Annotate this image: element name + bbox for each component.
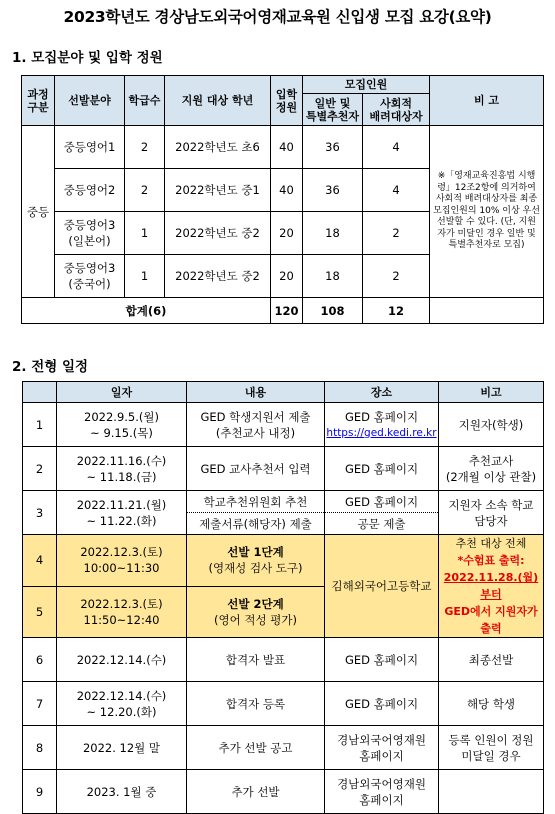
row-number: 9 (23, 770, 57, 814)
header-date: 일자 (57, 382, 187, 403)
header-recruit: 모집인원 (303, 76, 430, 94)
note-line: 추천 대상 전체 (455, 537, 527, 550)
capacity-cell: 40 (271, 126, 303, 169)
content-cell: 추가 선발 공고 (187, 726, 325, 770)
general-cell: 36 (303, 126, 363, 169)
note-line: GED에서 지원자가 출력 (444, 605, 538, 635)
stage-subtitle: (영재성 검사 도구) (208, 561, 303, 576)
header-note: 비 고 (430, 76, 544, 126)
target-cell: 2022학년도 중1 (165, 169, 271, 212)
general-cell: 36 (303, 169, 363, 212)
total-label: 합계(6) (22, 298, 271, 324)
header-note: 비고 (439, 382, 544, 403)
header-content: 내용 (187, 382, 325, 403)
table-row (22, 126, 544, 169)
date-cell: 2023. 1월 중 (57, 770, 187, 814)
row-number: 1 (23, 403, 57, 447)
stage-subtitle: (영어 적성 평가) (214, 612, 297, 627)
header-classes: 학급수 (125, 76, 165, 126)
social-cell: 4 (363, 169, 430, 212)
content-cell: 추가 선발 (187, 770, 325, 814)
course-cell: 중등 (22, 126, 55, 298)
content-cell: 합격자 등록 (187, 682, 325, 726)
capacity-cell: 40 (271, 169, 303, 212)
content-cell: GED 학생지원서 제출 (추천교사 내정) (187, 403, 325, 447)
date-cell: 2022.11.16.(수) ~ 11.18.(금) (57, 447, 187, 491)
row-number: 7 (23, 682, 57, 726)
date-cell: 2022.12.3.(토) 10:00~11:30 (57, 535, 187, 587)
note-cell (439, 535, 544, 638)
page-title: 2023학년도 경상남도외국어영재교육원 신입생 모집 요강(요약) (63, 8, 492, 26)
date-cell: 2022.12.3.(토) 11:50~12:40 (57, 586, 187, 638)
general-cell: 18 (303, 255, 363, 298)
table-row (23, 726, 544, 770)
table-row (23, 535, 544, 587)
header-place: 장소 (325, 382, 439, 403)
header-target: 지원 대상 학년 (165, 76, 271, 126)
place-cell: GED 홈페이지 (325, 638, 439, 682)
place-cell: GED 홈페이지 (325, 491, 439, 513)
note-cell: 추천교사 (2개월 이상 관찰) (439, 447, 544, 491)
content-cell (187, 535, 325, 587)
date-cell: 2022.9.5.(월) ~ 9.15.(목) (57, 403, 187, 447)
social-cell: 4 (363, 126, 430, 169)
schedule-table (22, 381, 544, 814)
total-row (22, 298, 544, 324)
total-general: 108 (303, 298, 363, 324)
content-cell: 제출서류(해당자) 제출 (187, 513, 325, 535)
classes-cell: 2 (125, 126, 165, 169)
place-cell: 공문 제출 (325, 513, 439, 535)
target-cell: 2022학년도 중2 (165, 212, 271, 255)
table-row (23, 491, 544, 513)
section-heading-1: 1. 모집분야 및 입학 정원 (12, 50, 163, 66)
note-line: *수험표 출력: (457, 554, 525, 567)
field-cell: 중등영어3 (일본어) (55, 212, 125, 255)
header-capacity: 입학 정원 (271, 76, 303, 126)
target-cell: 2022학년도 중2 (165, 255, 271, 298)
note-cell: 최종선발 (439, 638, 544, 682)
total-social: 12 (363, 298, 430, 324)
note-cell: ※「영재교육진흥법 시행령」12조2항에 의거하여 사회적 배려대상자를 최종 모집인원의 10% 이상 우선 선발할 수 있다. (단, 지원자가 미달인 경우 일반 및 특별추천자로 모집) (430, 126, 544, 298)
date-cell: 2022.11.21.(월) ~ 11.22.(화) (57, 491, 187, 535)
stage-title: 선발 2단계 (227, 596, 284, 611)
classes-cell: 1 (125, 255, 165, 298)
header-social: 사회적 배려대상자 (363, 94, 430, 126)
field-cell: 중등영어1 (55, 126, 125, 169)
date-cell: 2022.12.14.(수) (57, 638, 187, 682)
place-text: GED 홈페이지 (344, 409, 419, 424)
row-number: 4 (23, 535, 57, 587)
total-note (430, 298, 544, 324)
social-cell: 2 (363, 212, 430, 255)
row-number: 3 (23, 491, 57, 535)
classes-cell: 2 (125, 169, 165, 212)
classes-cell: 1 (125, 212, 165, 255)
note-cell: 지원자 소속 학교 담당자 (439, 491, 544, 535)
note-cell: 해당 학생 (439, 682, 544, 726)
content-cell: GED 교사추천서 입력 (187, 447, 325, 491)
place-cell: 경남외국어영재원 홈페이지 (325, 726, 439, 770)
table-row (23, 770, 544, 814)
note-line: 2022.11.28.(월)부터 (443, 571, 539, 601)
target-cell: 2022학년도 초6 (165, 126, 271, 169)
header-field: 선발분야 (55, 76, 125, 126)
place-cell: 김해외국어고등학교 (325, 535, 439, 638)
row-number: 6 (23, 638, 57, 682)
header-no (23, 382, 57, 403)
stage-title: 선발 1단계 (227, 545, 284, 560)
capacity-cell: 20 (271, 212, 303, 255)
table-row (23, 403, 544, 447)
social-cell: 2 (363, 255, 430, 298)
capacity-cell: 20 (271, 255, 303, 298)
row-number: 2 (23, 447, 57, 491)
note-cell: 지원자(학생) (439, 403, 544, 447)
field-cell: 중등영어2 (55, 169, 125, 212)
note-cell: 등록 인원이 정원 미달일 경우 (439, 726, 544, 770)
table-row (23, 447, 544, 491)
table-row (23, 638, 544, 682)
place-cell: GED 홈페이지 (325, 447, 439, 491)
place-cell: 경남외국어영재원 홈페이지 (325, 770, 439, 814)
content-cell: 학교추천위원회 추천 (187, 491, 325, 513)
date-cell: 2022. 12월 말 (57, 726, 187, 770)
content-cell: 합격자 발표 (187, 638, 325, 682)
total-capacity: 120 (271, 298, 303, 324)
date-cell: 2022.12.14.(수) ~ 12.20.(화) (57, 682, 187, 726)
place-cell: GED 홈페이지 (325, 682, 439, 726)
table-row (23, 682, 544, 726)
section-heading-2: 2. 전형 일정 (12, 359, 89, 375)
header-course: 과정 구분 (22, 76, 55, 126)
place-cell (325, 403, 439, 447)
general-cell: 18 (303, 212, 363, 255)
capacity-table (21, 75, 544, 324)
header-general: 일반 및 특별추천자 (303, 94, 363, 126)
note-cell (439, 770, 544, 814)
ged-link[interactable]: https://ged.kedi.re.kr (326, 426, 437, 439)
row-number: 5 (23, 586, 57, 638)
field-cell: 중등영어3 (중국어) (55, 255, 125, 298)
content-cell (187, 586, 325, 638)
row-number: 8 (23, 726, 57, 770)
